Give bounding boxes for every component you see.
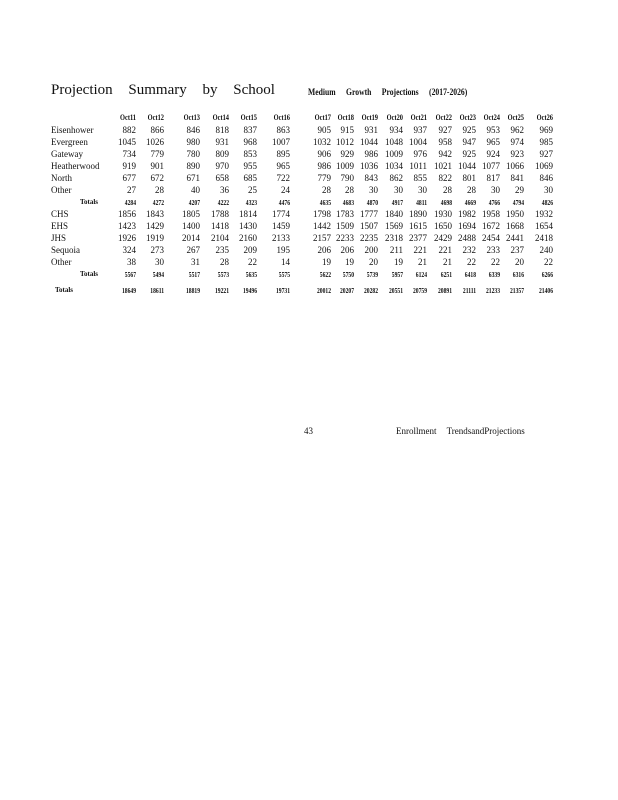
table-cell: 837 xyxy=(243,125,257,135)
total-cell: 4284 xyxy=(124,199,136,207)
table-cell: 206 xyxy=(317,245,331,255)
total-cell: 20207 xyxy=(340,287,354,295)
table-cell: 1798 xyxy=(313,209,331,219)
total-cell: 4917 xyxy=(391,199,403,207)
table-cell: 14 xyxy=(281,257,290,267)
column-header: Oct20 xyxy=(386,113,403,122)
row-label: North xyxy=(51,173,72,183)
total-cell: 20282 xyxy=(364,287,378,295)
table-cell: 2014 xyxy=(182,233,200,243)
table-cell: 1840 xyxy=(385,209,403,219)
table-cell: 817 xyxy=(486,173,500,183)
total-cell: 20012 xyxy=(317,287,331,295)
table-cell: 685 xyxy=(243,173,257,183)
table-cell: 29 xyxy=(515,185,524,195)
table-cell: 1890 xyxy=(409,209,427,219)
table-cell: 206 xyxy=(340,245,354,255)
row-label: Other xyxy=(51,185,72,195)
total-cell: 5957 xyxy=(391,271,403,279)
table-cell: 843 xyxy=(364,173,378,183)
table-cell: 209 xyxy=(243,245,257,255)
projection-table xyxy=(0,0,618,300)
table-cell: 28 xyxy=(345,185,354,195)
column-header: Oct13 xyxy=(183,113,200,122)
grand-total-label: Totals xyxy=(55,286,74,294)
table-cell: 1442 xyxy=(313,221,331,231)
table-cell: 968 xyxy=(243,137,257,147)
table-cell: 30 xyxy=(491,185,500,195)
table-cell: 985 xyxy=(539,137,553,147)
table-cell: 846 xyxy=(186,125,200,135)
table-cell: 40 xyxy=(191,185,200,195)
table-cell: 1026 xyxy=(146,137,164,147)
column-header: Oct24 xyxy=(483,113,500,122)
table-cell: 969 xyxy=(539,125,553,135)
column-header: Oct11 xyxy=(120,113,136,122)
table-cell: 211 xyxy=(389,245,403,255)
table-cell: 2441 xyxy=(506,233,524,243)
total-cell: 6339 xyxy=(488,271,500,279)
table-cell: 20 xyxy=(515,257,524,267)
total-cell: 4870 xyxy=(366,199,378,207)
table-cell: 974 xyxy=(510,137,524,147)
row-label: Evergreen xyxy=(51,137,88,147)
total-cell: 4766 xyxy=(488,199,500,207)
table-cell: 953 xyxy=(486,125,500,135)
table-cell: 267 xyxy=(186,245,200,255)
total-cell: 6124 xyxy=(415,271,427,279)
table-cell: 235 xyxy=(215,245,229,255)
table-cell: 901 xyxy=(150,161,164,171)
table-cell: 2104 xyxy=(211,233,229,243)
table-cell: 853 xyxy=(243,149,257,159)
total-cell: 19496 xyxy=(243,287,257,295)
column-header: Oct19 xyxy=(361,113,378,122)
total-cell: 5575 xyxy=(278,271,290,279)
document-name: Enrollment TrendsandProjections xyxy=(396,426,525,436)
table-cell: 931 xyxy=(215,137,229,147)
table-cell: 237 xyxy=(510,245,524,255)
table-cell: 2454 xyxy=(482,233,500,243)
table-cell: 915 xyxy=(340,125,354,135)
column-header: Oct23 xyxy=(459,113,476,122)
table-cell: 2233 xyxy=(336,233,354,243)
table-cell: 30 xyxy=(369,185,378,195)
table-cell: 1788 xyxy=(211,209,229,219)
total-cell: 5739 xyxy=(366,271,378,279)
table-cell: 1672 xyxy=(482,221,500,231)
table-cell: 2418 xyxy=(535,233,553,243)
total-cell: 21111 xyxy=(462,287,476,295)
table-cell: 19 xyxy=(345,257,354,267)
column-header: Oct22 xyxy=(435,113,452,122)
table-cell: 28 xyxy=(467,185,476,195)
table-cell: 273 xyxy=(150,245,164,255)
table-cell: 19 xyxy=(322,257,331,267)
total-cell: 5622 xyxy=(319,271,331,279)
table-cell: 818 xyxy=(215,125,229,135)
table-cell: 1814 xyxy=(239,209,257,219)
table-cell: 677 xyxy=(122,173,136,183)
total-cell: 4698 xyxy=(440,199,452,207)
table-cell: 924 xyxy=(486,149,500,159)
table-cell: 976 xyxy=(413,149,427,159)
table-cell: 790 xyxy=(340,173,354,183)
table-cell: 1958 xyxy=(482,209,500,219)
total-cell: 19221 xyxy=(215,287,229,295)
table-cell: 927 xyxy=(539,149,553,159)
table-cell: 28 xyxy=(322,185,331,195)
table-cell: 1805 xyxy=(182,209,200,219)
table-cell: 779 xyxy=(317,173,331,183)
table-cell: 958 xyxy=(438,137,452,147)
table-cell: 1777 xyxy=(360,209,378,219)
table-cell: 195 xyxy=(276,245,290,255)
total-cell: 5750 xyxy=(342,271,354,279)
table-cell: 1774 xyxy=(272,209,290,219)
row-label: Sequoia xyxy=(51,245,80,255)
total-cell: 5517 xyxy=(188,271,200,279)
table-cell: 20 xyxy=(369,257,378,267)
table-cell: 232 xyxy=(462,245,476,255)
table-cell: 1066 xyxy=(506,161,524,171)
table-cell: 919 xyxy=(122,161,136,171)
table-cell: 2160 xyxy=(239,233,257,243)
total-cell: 4683 xyxy=(342,199,354,207)
total-cell: 5567 xyxy=(124,271,136,279)
row-label: Other xyxy=(51,257,72,267)
row-label: CHS xyxy=(51,209,69,219)
table-cell: 2157 xyxy=(313,233,331,243)
table-cell: 882 xyxy=(122,125,136,135)
table-cell: 1982 xyxy=(458,209,476,219)
column-header: Oct15 xyxy=(240,113,257,122)
total-cell: 4811 xyxy=(416,199,427,207)
table-cell: 240 xyxy=(539,245,553,255)
table-cell: 809 xyxy=(215,149,229,159)
table-cell: 925 xyxy=(462,125,476,135)
page-subtitle: Medium Growth Projections (2017-2026) xyxy=(308,87,468,97)
table-cell: 722 xyxy=(276,173,290,183)
table-cell: 1007 xyxy=(272,137,290,147)
table-cell: 1926 xyxy=(118,233,136,243)
table-cell: 1069 xyxy=(535,161,553,171)
column-header: Oct18 xyxy=(337,113,354,122)
table-cell: 929 xyxy=(340,149,354,159)
table-cell: 1012 xyxy=(336,137,354,147)
table-cell: 1034 xyxy=(385,161,403,171)
table-cell: 1429 xyxy=(146,221,164,231)
subtotal-label: Totals xyxy=(80,198,99,206)
table-cell: 942 xyxy=(438,149,452,159)
table-cell: 1930 xyxy=(434,209,452,219)
table-cell: 31 xyxy=(191,257,200,267)
table-cell: 1668 xyxy=(506,221,524,231)
column-header: Oct14 xyxy=(212,113,229,122)
table-cell: 1694 xyxy=(458,221,476,231)
total-cell: 5573 xyxy=(217,271,229,279)
table-cell: 21 xyxy=(443,257,452,267)
table-cell: 986 xyxy=(364,149,378,159)
table-cell: 923 xyxy=(510,149,524,159)
table-cell: 890 xyxy=(186,161,200,171)
table-cell: 22 xyxy=(544,257,553,267)
table-cell: 22 xyxy=(248,257,257,267)
table-cell: 855 xyxy=(413,173,427,183)
table-cell: 1009 xyxy=(336,161,354,171)
table-cell: 1950 xyxy=(506,209,524,219)
table-cell: 1509 xyxy=(336,221,354,231)
total-cell: 4222 xyxy=(217,199,229,207)
column-header: Oct21 xyxy=(410,113,427,122)
table-cell: 27 xyxy=(127,185,136,195)
table-cell: 925 xyxy=(462,149,476,159)
table-cell: 1044 xyxy=(360,137,378,147)
table-cell: 965 xyxy=(486,137,500,147)
table-cell: 841 xyxy=(510,173,524,183)
total-cell: 20759 xyxy=(413,287,427,295)
table-cell: 863 xyxy=(276,125,290,135)
table-cell: 1400 xyxy=(182,221,200,231)
table-cell: 1459 xyxy=(272,221,290,231)
total-cell: 20891 xyxy=(438,287,452,295)
table-cell: 1615 xyxy=(409,221,427,231)
table-cell: 965 xyxy=(276,161,290,171)
table-cell: 934 xyxy=(389,125,403,135)
table-cell: 2235 xyxy=(360,233,378,243)
table-cell: 1009 xyxy=(385,149,403,159)
table-cell: 25 xyxy=(248,185,257,195)
row-label: JHS xyxy=(51,233,67,243)
table-cell: 862 xyxy=(389,173,403,183)
table-cell: 927 xyxy=(438,125,452,135)
table-cell: 895 xyxy=(276,149,290,159)
total-cell: 5635 xyxy=(245,271,257,279)
table-cell: 2133 xyxy=(272,233,290,243)
table-cell: 779 xyxy=(150,149,164,159)
table-cell: 1843 xyxy=(146,209,164,219)
table-cell: 1021 xyxy=(434,161,452,171)
total-cell: 4669 xyxy=(464,199,476,207)
table-cell: 1011 xyxy=(409,161,427,171)
subtotal-label: Totals xyxy=(80,270,99,278)
table-cell: 905 xyxy=(317,125,331,135)
row-label: Heatherwood xyxy=(51,161,100,171)
table-cell: 2429 xyxy=(434,233,452,243)
table-cell: 955 xyxy=(243,161,257,171)
total-cell: 20551 xyxy=(389,287,403,295)
table-cell: 30 xyxy=(394,185,403,195)
table-cell: 1418 xyxy=(211,221,229,231)
table-cell: 1430 xyxy=(239,221,257,231)
table-cell: 1077 xyxy=(482,161,500,171)
table-cell: 1783 xyxy=(336,209,354,219)
total-cell: 6251 xyxy=(440,271,452,279)
table-cell: 21 xyxy=(418,257,427,267)
total-cell: 4794 xyxy=(512,199,524,207)
table-cell: 1650 xyxy=(434,221,452,231)
total-cell: 4323 xyxy=(245,199,257,207)
table-cell: 846 xyxy=(539,173,553,183)
table-cell: 30 xyxy=(544,185,553,195)
table-cell: 866 xyxy=(150,125,164,135)
column-header: Oct26 xyxy=(536,113,553,122)
table-cell: 28 xyxy=(443,185,452,195)
column-header: Oct16 xyxy=(273,113,290,122)
table-cell: 822 xyxy=(438,173,452,183)
table-cell: 19 xyxy=(394,257,403,267)
table-cell: 221 xyxy=(438,245,452,255)
table-cell: 986 xyxy=(317,161,331,171)
table-cell: 1507 xyxy=(360,221,378,231)
table-cell: 1032 xyxy=(313,137,331,147)
total-cell: 18819 xyxy=(186,287,200,295)
table-cell: 1919 xyxy=(146,233,164,243)
row-label: EHS xyxy=(51,221,69,231)
table-cell: 233 xyxy=(486,245,500,255)
table-cell: 30 xyxy=(155,257,164,267)
table-cell: 801 xyxy=(462,173,476,183)
total-cell: 6418 xyxy=(464,271,476,279)
table-cell: 906 xyxy=(317,149,331,159)
total-cell: 21233 xyxy=(486,287,500,295)
total-cell: 6266 xyxy=(541,271,553,279)
page-number: 43 xyxy=(304,426,313,436)
total-cell: 18649 xyxy=(122,287,136,295)
table-cell: 2488 xyxy=(458,233,476,243)
table-cell: 38 xyxy=(127,257,136,267)
table-cell: 780 xyxy=(186,149,200,159)
table-cell: 1044 xyxy=(458,161,476,171)
table-cell: 22 xyxy=(491,257,500,267)
table-cell: 1932 xyxy=(535,209,553,219)
column-header: Oct17 xyxy=(314,113,331,122)
total-cell: 21357 xyxy=(510,287,524,295)
table-cell: 970 xyxy=(215,161,229,171)
row-label: Gateway xyxy=(51,149,83,159)
table-cell: 937 xyxy=(413,125,427,135)
table-cell: 2377 xyxy=(409,233,427,243)
table-cell: 962 xyxy=(510,125,524,135)
table-cell: 30 xyxy=(418,185,427,195)
table-cell: 671 xyxy=(186,173,200,183)
total-cell: 4207 xyxy=(188,199,200,207)
table-cell: 200 xyxy=(364,245,378,255)
table-cell: 28 xyxy=(155,185,164,195)
table-cell: 931 xyxy=(364,125,378,135)
total-cell: 19731 xyxy=(276,287,290,295)
total-cell: 21406 xyxy=(539,287,553,295)
table-cell: 1569 xyxy=(385,221,403,231)
table-cell: 324 xyxy=(122,245,136,255)
page-title: Projection Summary by School xyxy=(51,82,275,98)
table-cell: 1423 xyxy=(118,221,136,231)
table-cell: 980 xyxy=(186,137,200,147)
total-cell: 4635 xyxy=(319,199,331,207)
total-cell: 4272 xyxy=(152,199,164,207)
table-cell: 24 xyxy=(281,185,290,195)
table-cell: 1045 xyxy=(118,137,136,147)
column-header: Oct25 xyxy=(507,113,524,122)
table-cell: 22 xyxy=(467,257,476,267)
total-cell: 5494 xyxy=(152,271,164,279)
table-cell: 2318 xyxy=(385,233,403,243)
total-cell: 4826 xyxy=(541,199,553,207)
total-cell: 4476 xyxy=(278,199,290,207)
table-cell: 28 xyxy=(220,257,229,267)
row-label: Eisenhower xyxy=(51,125,94,135)
total-cell: 6316 xyxy=(512,271,524,279)
table-cell: 1856 xyxy=(118,209,136,219)
table-cell: 658 xyxy=(215,173,229,183)
column-header: Oct12 xyxy=(147,113,164,122)
table-cell: 1036 xyxy=(360,161,378,171)
table-cell: 221 xyxy=(413,245,427,255)
table-cell: 1654 xyxy=(535,221,553,231)
total-cell: 18611 xyxy=(150,287,164,295)
table-cell: 1048 xyxy=(385,137,403,147)
table-cell: 734 xyxy=(122,149,136,159)
table-cell: 1004 xyxy=(409,137,427,147)
table-cell: 36 xyxy=(220,185,229,195)
table-cell: 947 xyxy=(462,137,476,147)
table-cell: 672 xyxy=(150,173,164,183)
